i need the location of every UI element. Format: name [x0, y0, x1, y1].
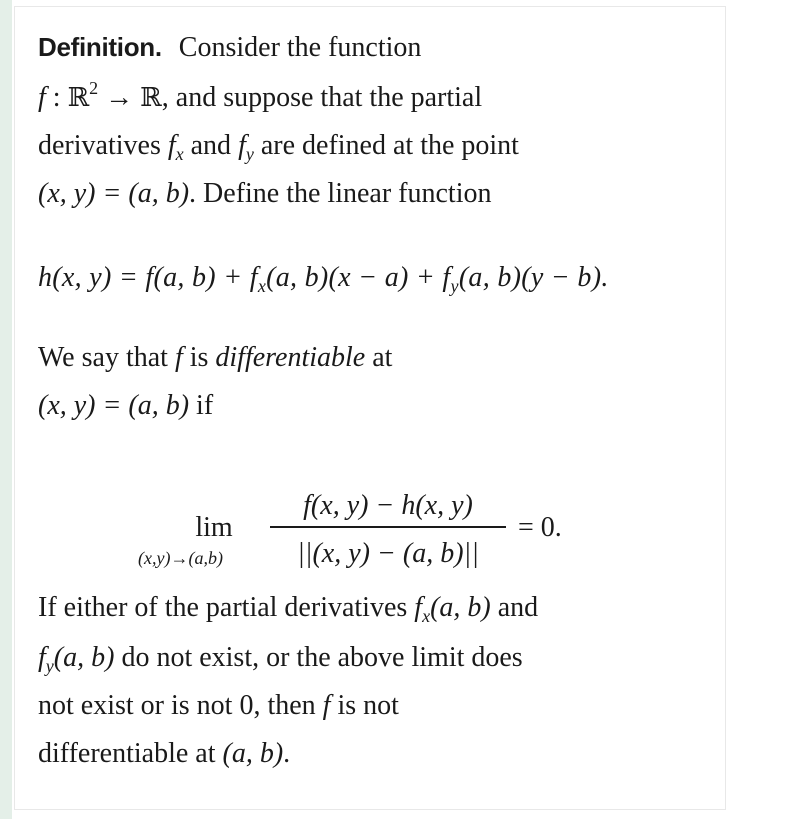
- closing-3-zero: 0: [239, 690, 254, 721]
- point-line-rest: if: [189, 390, 214, 421]
- line-4-rest: . Define the linear function: [189, 178, 492, 209]
- linear-function-equation: [38, 262, 609, 296]
- closing-1-m: (a, b): [430, 592, 491, 623]
- point-line: [38, 392, 213, 420]
- fy-f: f: [238, 130, 246, 161]
- eq-h-part1: h(x, y) = f(a, b) + f: [38, 262, 258, 293]
- left-accent-bar: [0, 0, 12, 819]
- closing-2-f: f: [38, 642, 46, 673]
- line-1: [38, 34, 421, 62]
- closing-2-b: do not exist, or the above limit does: [114, 642, 523, 673]
- closing-1-b: and: [490, 592, 539, 623]
- arrow: →: [98, 82, 141, 113]
- closing-line-4: [38, 740, 290, 768]
- real-R2: ℝ: [140, 83, 162, 113]
- lim-word: lim: [195, 512, 233, 543]
- closing-2-sub: y: [45, 656, 54, 676]
- line-3-a: derivatives: [38, 130, 168, 161]
- closing-line-2: [38, 642, 523, 676]
- real-R: ℝ: [67, 83, 90, 113]
- closing-4-a: differentiable at: [38, 738, 223, 769]
- func-f: f: [38, 82, 46, 113]
- eq-h-part2: (a, b)(x − a) + f: [266, 262, 451, 293]
- eq-h-part3: (a, b)(y − b).: [458, 262, 609, 293]
- fy-sub: y: [245, 144, 254, 164]
- limit-numerator: f(x, y) − h(x, y): [303, 490, 473, 521]
- line-3: [38, 130, 519, 164]
- differentiable-word: differentiable: [215, 342, 366, 373]
- point-line-math: (x, y) = (a, b): [38, 390, 190, 421]
- limit-equals-zero: = 0.: [518, 512, 562, 543]
- closing-line-3: [38, 692, 399, 720]
- eq-h-sub-x: x: [257, 276, 267, 296]
- exponent-2: 2: [89, 78, 99, 98]
- line-3-rest: are defined at the point: [253, 130, 519, 161]
- closing-3-c: is not: [330, 690, 399, 721]
- closing-line-1: [38, 592, 539, 626]
- closing-1-a: If either of the partial derivatives: [38, 592, 415, 623]
- line-2: [38, 78, 483, 113]
- line-4: [38, 180, 491, 208]
- eq-h-sub-y: y: [450, 276, 459, 296]
- fx-f: f: [167, 130, 176, 161]
- closing-3-b: , then: [253, 690, 323, 721]
- we-say-c: at: [365, 342, 393, 373]
- limit-expression: [138, 464, 658, 569]
- we-say-f: f: [174, 342, 183, 373]
- fraction-bar: [270, 526, 506, 528]
- closing-4-m: (a, b): [222, 738, 284, 769]
- limit-denominator: ||(x, y) − (a, b)||: [297, 538, 479, 569]
- we-say-a: We say that: [38, 342, 175, 373]
- we-say-line: [38, 344, 392, 372]
- fx-sub: x: [175, 144, 184, 164]
- we-say-b: is: [182, 342, 216, 373]
- line-1-text: Consider the function: [178, 32, 422, 63]
- colon: :: [45, 82, 68, 113]
- closing-3-a: not exist or is not: [38, 690, 240, 721]
- line-2-rest: , and suppose that the partial: [161, 82, 483, 113]
- definition-title: Definition.: [38, 32, 162, 62]
- point-equation: (x, y) = (a, b): [38, 178, 190, 209]
- closing-1-sub: x: [422, 606, 431, 626]
- closing-3-f: f: [322, 690, 331, 721]
- line-3-and: and: [183, 130, 239, 161]
- lim-subscript: (x,y)→(a,b): [138, 548, 223, 568]
- closing-1-f: f: [414, 592, 423, 623]
- closing-2-m: (a, b): [53, 642, 115, 673]
- closing-4-b: .: [283, 738, 291, 769]
